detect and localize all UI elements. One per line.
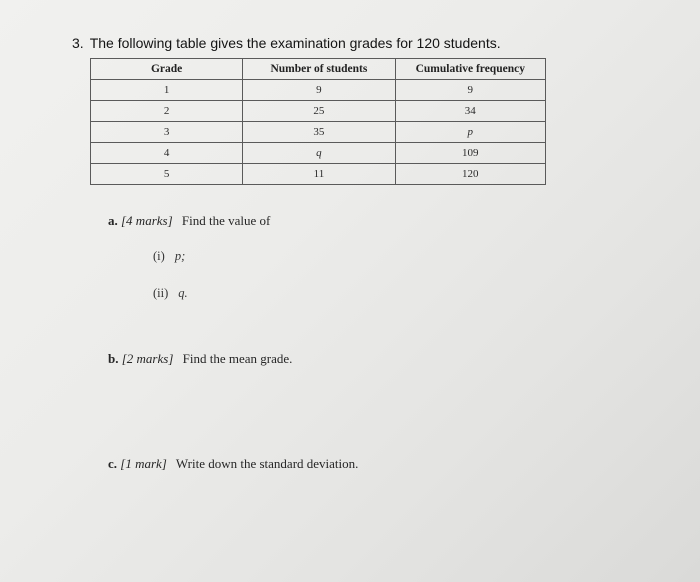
cell-grade: 2	[91, 101, 243, 122]
part-c-label: c.	[108, 456, 118, 471]
part-c-text: Write down the standard deviation.	[175, 456, 359, 471]
cell-students: q	[243, 143, 395, 164]
part-c-marks: [1 mark]	[120, 456, 167, 471]
cell-grade: 5	[91, 164, 243, 185]
part-a-label: a.	[108, 213, 118, 228]
subpart-i	[153, 249, 185, 264]
question-header	[72, 35, 501, 51]
cell-grade: 3	[91, 122, 243, 143]
table-row	[91, 80, 546, 101]
header-grade: Grade	[91, 59, 243, 80]
cell-students: 9	[243, 80, 395, 101]
cell-cumulative: 109	[395, 143, 545, 164]
subpart-i-label: (i)	[153, 249, 165, 263]
cell-cumulative: 9	[395, 80, 545, 101]
question-text: The following table gives the examination grades for 120 students.	[89, 35, 501, 51]
grades-table	[90, 58, 546, 185]
subpart-ii	[153, 286, 188, 301]
cell-students: 11	[243, 164, 395, 185]
part-b-marks: [2 marks]	[121, 351, 174, 366]
subpart-ii-label: (ii)	[153, 286, 169, 300]
table-row	[91, 164, 546, 185]
cell-students: 35	[243, 122, 395, 143]
table-row	[91, 122, 546, 143]
cell-cumulative: 34	[395, 101, 545, 122]
table-header-row	[91, 59, 546, 80]
cell-grade: 1	[91, 80, 243, 101]
cell-cumulative: 120	[395, 164, 545, 185]
question-number: 3.	[72, 35, 84, 51]
header-cumulative-frequency: Cumulative frequency	[395, 59, 545, 80]
cell-students: 25	[243, 101, 395, 122]
part-a-text: Find the value of	[181, 213, 271, 228]
part-b-text: Find the mean grade.	[182, 351, 293, 366]
part-b	[108, 351, 292, 367]
subpart-ii-var: q.	[178, 286, 188, 300]
header-number-of-students: Number of students	[243, 59, 395, 80]
part-c	[108, 456, 358, 472]
subpart-i-var: p;	[174, 249, 186, 263]
cell-cumulative: p	[395, 122, 545, 143]
table-row	[91, 143, 546, 164]
part-a	[108, 213, 270, 229]
cell-grade: 4	[91, 143, 243, 164]
part-b-label: b.	[108, 351, 119, 366]
table-row	[91, 101, 546, 122]
part-a-marks: [4 marks]	[121, 213, 173, 228]
